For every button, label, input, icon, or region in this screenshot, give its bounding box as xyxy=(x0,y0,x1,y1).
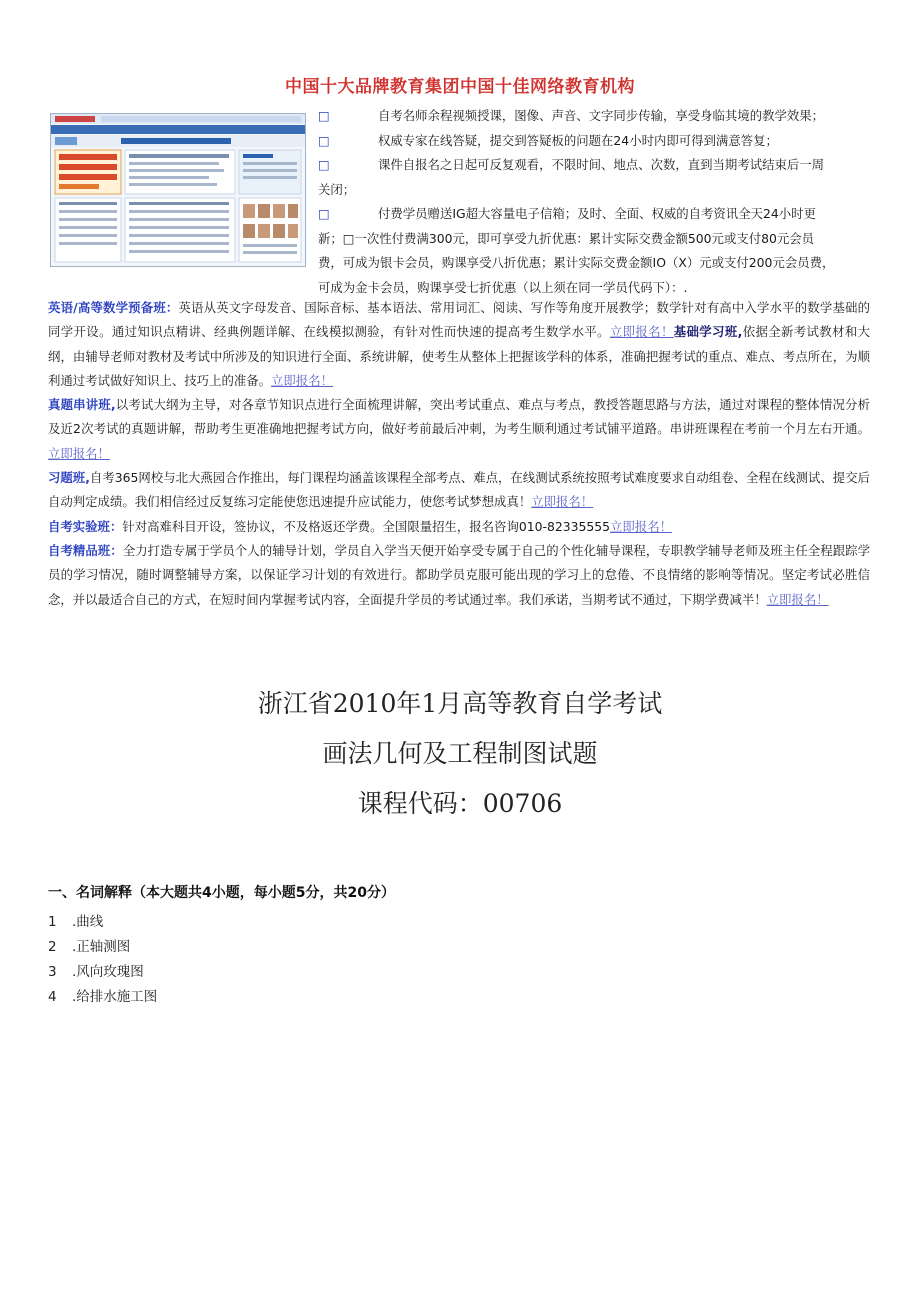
checkbox-icon: □ xyxy=(318,108,330,123)
course-label: 英语/高等数学预备班： xyxy=(48,300,179,315)
checkbox-icon: □ xyxy=(318,157,330,172)
course-text: 全力打造专属于学员个人的辅导计划，学员自入学当天便开始享受专属于自己的个性化辅导课程，专职教学辅导老师及班主任全程跟踪学员的学习情况，随时调整辅导方案，以保证学习计划的有效进行。都助学员克服可能出现的学习上的怠倦、不良情绪的影响等情况。坚定考试必胜信念，并以最适合自己的方式，在短时间内掌握考试内容，全面提升学员的考试通过率。我们承诺，当期考试不通过，下期学费减半！ xyxy=(48,542,871,607)
exam-title: 浙江省2010年1月高等教育自学考试 xyxy=(257,689,663,718)
course-text: 依据全新考试教材和大纲，由辅导老师对教材及考试中所涉及的知识进行全面、系统讲解，使考生从整体上把握该学科的体系，准确把握考试的重点、难点、考点所在，为顺利通过考试做好知识上、技巧上的准备。 xyxy=(48,324,871,388)
question-item xyxy=(48,935,157,960)
section-heading: 一、名词解释（本大题共4小题，每小题5分，共20分） xyxy=(48,885,395,901)
feature-text: 自考名师余程视频授课，图像、声音、文字同步传输，享受身临其境的教学效果； xyxy=(378,108,825,123)
feature-item xyxy=(318,202,866,227)
checkbox-icon: □ xyxy=(318,206,330,221)
question-text: .给排水施工图 xyxy=(72,989,158,1005)
course-practice xyxy=(48,466,870,515)
signup-link[interactable]: 立即报名！ xyxy=(610,518,672,534)
course-label: 基础学习班, xyxy=(673,324,743,340)
feature-item-continued xyxy=(318,178,866,203)
course-lab xyxy=(48,515,870,539)
signup-link[interactable]: 立即报名！ xyxy=(766,591,829,607)
feature-item xyxy=(318,153,866,178)
course-label: 真题串讲班, xyxy=(48,397,116,413)
question-list xyxy=(48,910,157,1010)
signup-link[interactable]: 立即报名！ xyxy=(271,372,333,388)
feature-text: 可成为金卡会员，购课享受七折优惠（以上须在同一学员代码下）：. xyxy=(318,279,688,295)
course-english xyxy=(48,296,870,393)
course-label: 自考精品班： xyxy=(48,542,123,558)
feature-text: 权威专家在线答疑，提交到答疑板的问题在24小时内即可得到满意答复； xyxy=(378,132,778,148)
feature-item xyxy=(318,129,866,154)
question-item xyxy=(48,910,157,935)
feature-list xyxy=(318,104,866,300)
question-text: .曲线 xyxy=(72,914,104,930)
course-label: 自考实验班： xyxy=(48,518,123,534)
question-number: 1 xyxy=(48,914,57,930)
signup-link[interactable]: 立即报名！ xyxy=(609,324,674,340)
question-item xyxy=(48,960,157,985)
question-number: 3 xyxy=(48,964,57,980)
checkbox-icon: □ xyxy=(318,132,330,148)
feature-item-continued xyxy=(318,251,866,276)
signup-link[interactable]: 立即报名！ xyxy=(531,494,594,510)
course-text: 英语从英文字母发音、国际音标、基本语法、常用词汇、阅读、写作等角度开展教学；数学针对有高中入学水平的数学基础的同学开设。通过知识点精讲、经典例题详解、在线模拟测验，有针对性而快速的提高考生数学水平。 xyxy=(48,300,871,340)
feature-item xyxy=(318,104,866,129)
course-review xyxy=(48,393,870,466)
course-code: 课程代码：00706 xyxy=(357,789,563,818)
question-number: 2 xyxy=(48,939,57,955)
course-premium xyxy=(48,539,870,612)
feature-text: 费，可成为银卡会员，购课享受八折优惠；累计实际交费金额IO（X）元或支付200元会员费， xyxy=(318,255,835,270)
headline: 中国十大品牌教育集团中国十佳网络教育机构 xyxy=(285,77,635,97)
course-text: 针对高难科目开设，签协议，不及格返还学费。全国限量招生，报名咨询010-82335555 xyxy=(122,518,611,534)
feature-text: 关闭； xyxy=(318,181,356,197)
feature-text: 付费学员赠送IG超大容量电子信箱；及时、全面、权威的自考资讯全天24小时更 xyxy=(378,206,816,221)
course-label: 习题班, xyxy=(48,470,90,486)
course-descriptions xyxy=(48,296,870,612)
feature-text: 新；□一次性付费满300元，即可享受九折优惠：累计实际交费金额500元或支付80元会员 xyxy=(318,230,815,246)
exam-subject: 画法几何及工程制图试题 xyxy=(322,739,598,768)
website-mockup-graphic xyxy=(51,114,305,266)
website-screenshot-image xyxy=(50,113,306,267)
question-text: .风向玫瑰图 xyxy=(72,964,144,980)
signup-link[interactable]: 立即报名！ xyxy=(48,445,110,461)
question-number: 4 xyxy=(48,989,57,1005)
feature-item-continued xyxy=(318,227,866,252)
feature-text: 课件自报名之日起可反复观看，不限时间、地点、次数，直到当期考试结束后一周 xyxy=(378,157,825,172)
question-text: .正轴测图 xyxy=(72,939,131,955)
question-item xyxy=(48,985,157,1010)
course-text: 自考365网校与北大燕园合作推出，每门课程均涵盖该课程全部考点、难点，在线测试系统按照考试难度要求自动组卷、全程在线测试、提交后自动判定成绩。我们相信经过反复练习定能使您迅速提升应试能力，使您考试梦想成真！ xyxy=(48,470,870,510)
course-text: 以考试大纲为主导，对各章节知识点进行全面梳理讲解，突出考试重点、难点与考点，教授答题思路与方法，通过对课程的整体情况分析及近2次考试的真题讲解，帮助考生更准确地把握考试方向，做好考前最后冲刺，为考生顺利通过考试铺平道路。串讲班课程在考前一个月左右开通。 xyxy=(48,397,870,437)
